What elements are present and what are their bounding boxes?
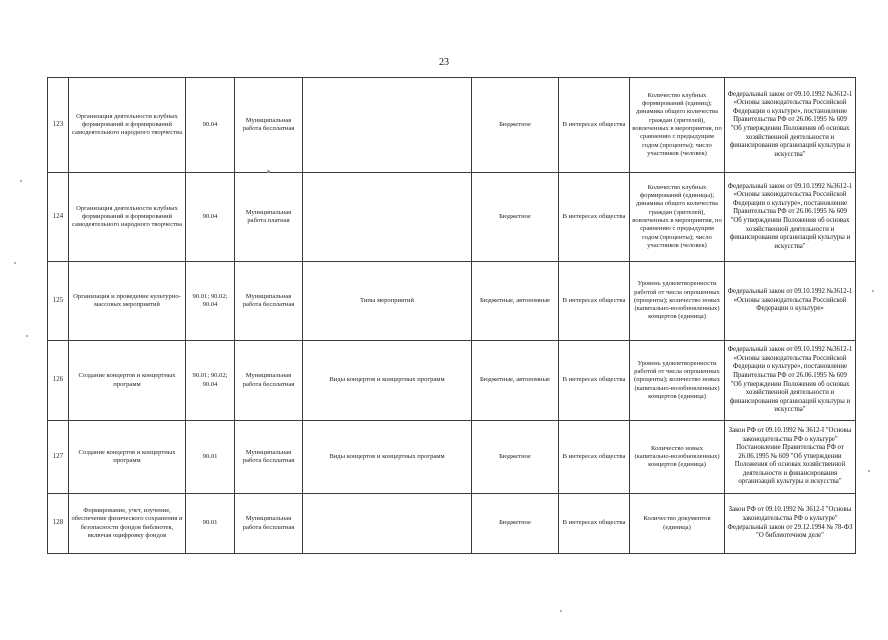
institution-type-cell: Бюджетные, автономные xyxy=(472,341,559,421)
table-row xyxy=(48,173,856,262)
service-name-cell: Формирование, учет, изучение, обеспечение физического сохранения и безопасности фондов библиотек, включая оцифровку фондов xyxy=(69,494,186,554)
indicator-cell: Количество документов (единица) xyxy=(630,494,725,554)
service-name-cell: Создание концертов и концертных программ xyxy=(69,421,186,494)
legal-basis-cell: Закон РФ от 09.10.1992 № 3612-I "Основы законодательства РФ о культуре" Постановление Правительства РФ от 26.06.1995 № 609 "Об утверждении Положения об основах хозяйственной деятельности и финансирования организаций культуры и искусства" xyxy=(725,421,856,494)
service-content-cell xyxy=(303,494,472,554)
table-row xyxy=(48,262,856,341)
services-table xyxy=(47,77,856,554)
service-content-cell xyxy=(303,173,472,262)
okved-code-cell: 90.01 xyxy=(186,421,235,494)
row-number-cell: 123 xyxy=(48,78,69,173)
consumer-cell: В интересах общества xyxy=(559,341,630,421)
service-type-cell: Муниципальная работа бесплатная xyxy=(235,262,303,341)
scan-speck xyxy=(560,610,562,612)
service-type-cell: Муниципальная работа бесплатная xyxy=(235,341,303,421)
scan-speck xyxy=(868,470,870,472)
row-number-cell: 124 xyxy=(48,173,69,262)
consumer-cell: В интересах общества xyxy=(559,262,630,341)
service-type-cell: Муниципальная работа бесплатная xyxy=(235,78,303,173)
service-type-cell: Муниципальная работа бесплатная xyxy=(235,494,303,554)
legal-basis-cell: Закон РФ от 09.10.1992 № 3612-I "Основы законодательства РФ о культуре" Федеральный закон от 29.12.1994 № 78-ФЗ "О библиотечном деле" xyxy=(725,494,856,554)
institution-type-cell: Бюджетные, автономные xyxy=(472,262,559,341)
legal-basis-cell: Федеральный закон от 09.10.1992 №3612-1 «Основы законодательства Российской Федерации о культуре», постановление Правительства РФ от 26.06.1995 № 609 "Об утверждении Положения об основах хозяйственной деятельности и финансирования организаций культуры и искусства" xyxy=(725,173,856,262)
okved-code-cell: 90.04 xyxy=(186,78,235,173)
table-row xyxy=(48,421,856,494)
legal-basis-cell: Федеральный закон от 09.10.1992 №3612-1 «Основы законодательства Российской Федерации о культуре», постановление Правительства РФ от 26.06.1995 № 609 "Об утверждении Положения об основах хозяйственной деятельности и финансирования организаций культуры и искусства" xyxy=(725,78,856,173)
row-number-cell: 127 xyxy=(48,421,69,494)
service-content-cell: Виды концертов и концертных программ xyxy=(303,421,472,494)
service-type-cell: Муниципальная работа платная xyxy=(235,173,303,262)
row-number-cell: 125 xyxy=(48,262,69,341)
row-number-cell: 126 xyxy=(48,341,69,421)
service-name-cell: Организация деятельности клубных формирований и формирований самодеятельного народного творчества xyxy=(69,173,186,262)
institution-type-cell: Бюджетное xyxy=(472,421,559,494)
service-name-cell: Организация деятельности клубных формирований и формирований самодеятельного народного творчества xyxy=(69,78,186,173)
consumer-cell: В интересах общества xyxy=(559,78,630,173)
okved-code-cell: 90.01; 90.02; 90.04 xyxy=(186,341,235,421)
consumer-cell: В интересах общества xyxy=(559,421,630,494)
indicator-cell: Количество клубных формирований (единицы); динамика общего количества граждан (зрителей), вовлеченных в мероприятия, по сравнению с предыдущим годом (проценты); число участников (человек) xyxy=(630,173,725,262)
legal-basis-cell: Федеральный закон от 09.10.1992 №3612-1 «Основы законодательства Российской Федерации о культуре», постановление Правительства РФ от 26.06.1995 № 609 "Об утверждении Положения об основах хозяйственной деятельности и финансирования организаций культуры и искусства" xyxy=(725,341,856,421)
scan-speck xyxy=(20,180,22,182)
scan-speck xyxy=(26,335,28,337)
okved-code-cell: 90.04 xyxy=(186,173,235,262)
legal-basis-cell: Федеральный закон от 09.10.1992 №3612-1 «Основы законодательства Российской Федерации о культуре» xyxy=(725,262,856,341)
indicator-cell: Количество клубных формирований (единиц); динамика общего количества граждан (зрителей), вовлеченных в мероприятия, по сравнению с предыдущим годом (проценты); число участников (человек) xyxy=(630,78,725,173)
scan-speck xyxy=(872,290,874,292)
scan-speck xyxy=(267,170,270,173)
indicator-cell: Количество новых (капитально-возобновленных) концертов (единица) xyxy=(630,421,725,494)
row-number-cell: 128 xyxy=(48,494,69,554)
institution-type-cell: Бюджетное xyxy=(472,78,559,173)
indicator-cell: Уровень удовлетворенности работой от числа опрошенных (проценты); количество новых (капитально-возобновленных) концертов (единица) xyxy=(630,341,725,421)
service-name-cell: Организация и проведение культурно-массовых мероприятий xyxy=(69,262,186,341)
table-row xyxy=(48,78,856,173)
consumer-cell: В интересах общества xyxy=(559,494,630,554)
service-name-cell: Создание концертов и концертных программ xyxy=(69,341,186,421)
service-content-cell: Типы мероприятий xyxy=(303,262,472,341)
scan-speck xyxy=(14,262,16,264)
service-type-cell: Муниципальная работа бесплатная xyxy=(235,421,303,494)
okved-code-cell: 90.01; 90.02; 90.04 xyxy=(186,262,235,341)
service-content-cell: Виды концертов и концертных программ xyxy=(303,341,472,421)
table-row xyxy=(48,494,856,554)
okved-code-cell: 90.01 xyxy=(186,494,235,554)
consumer-cell: В интересах общества xyxy=(559,173,630,262)
table-row xyxy=(48,341,856,421)
service-content-cell xyxy=(303,78,472,173)
institution-type-cell: Бюджетное xyxy=(472,173,559,262)
indicator-cell: Уровень удовлетворенности работой от числа опрошенных (проценты); количество новых (капитально-возобновленных) концертов (единица) xyxy=(630,262,725,341)
page-number: 23 xyxy=(439,57,449,68)
institution-type-cell: Бюджетное xyxy=(472,494,559,554)
